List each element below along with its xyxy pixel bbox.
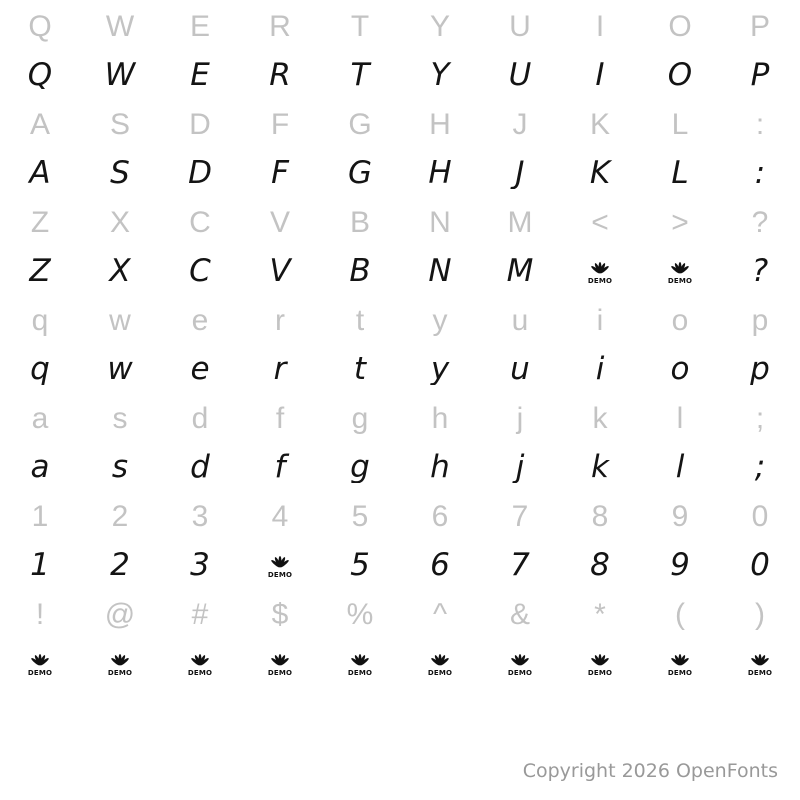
flower-demo-icon <box>347 652 373 678</box>
glyph-cell: T <box>350 60 370 91</box>
glyph-cell: H <box>428 158 452 189</box>
glyph-cell: w <box>109 305 131 336</box>
glyph-cell: 3 <box>191 501 209 532</box>
flower-demo-icon <box>27 652 53 678</box>
glyph-cell: D <box>188 158 212 189</box>
glyph-cell: < <box>591 207 609 238</box>
glyph-row-sample <box>0 149 800 198</box>
missing-glyph-icon <box>320 648 400 679</box>
glyph-cell: O <box>667 60 693 91</box>
missing-glyph-icon <box>0 648 80 679</box>
glyph-cell: W <box>105 11 135 42</box>
demo-watermark-label: DEMO <box>347 668 373 677</box>
flower-demo-icon <box>507 652 533 678</box>
glyph-cell: R <box>269 60 291 91</box>
glyph-cell: p <box>750 354 770 385</box>
glyph-cell: K <box>589 158 611 189</box>
glyph-cell: u <box>511 305 529 336</box>
glyph-cell: 1 <box>30 550 50 581</box>
missing-glyph-icon <box>720 648 800 679</box>
glyph-cell: l <box>675 452 685 483</box>
glyph-row-sample <box>0 639 800 688</box>
glyph-cell: y <box>430 354 450 385</box>
glyph-cell: N <box>429 207 451 238</box>
glyph-cell: 7 <box>510 550 530 581</box>
flower-demo-icon <box>187 652 213 678</box>
glyph-row-reference <box>0 492 800 541</box>
footer <box>0 760 800 800</box>
demo-watermark-label: DEMO <box>507 668 533 677</box>
flower-demo-icon <box>267 554 293 580</box>
glyph-cell: Y <box>429 11 450 42</box>
glyph-row-reference <box>0 590 800 639</box>
missing-glyph-icon <box>240 550 320 581</box>
glyph-cell: ; <box>754 452 766 483</box>
demo-watermark-label: DEMO <box>667 276 693 285</box>
glyph-cell: K <box>589 109 610 140</box>
demo-watermark-label: DEMO <box>267 570 293 579</box>
glyph-cell: L <box>671 158 689 189</box>
glyph-cell: k <box>591 452 609 483</box>
glyph-cell: f <box>275 403 285 434</box>
glyph-cell: W <box>104 60 136 91</box>
glyph-cell: 6 <box>431 501 449 532</box>
missing-glyph-icon <box>560 648 640 679</box>
flower-petals <box>189 652 211 665</box>
glyph-row-reference <box>0 2 800 51</box>
demo-watermark-label: DEMO <box>27 668 53 677</box>
flower-demo-icon <box>587 260 613 286</box>
glyph-cell: H <box>429 109 451 140</box>
glyph-cell: % <box>346 599 374 630</box>
glyph-cell: : <box>754 158 766 189</box>
glyph-cell: ? <box>751 207 769 238</box>
glyph-cell: e <box>190 354 210 385</box>
copyright-text: Copyright 2026 OpenFonts <box>522 760 778 782</box>
glyph-row-sample <box>0 443 800 492</box>
glyph-cell: C <box>189 256 211 287</box>
glyph-cell: V <box>269 207 290 238</box>
glyph-cell: Q <box>28 11 52 42</box>
glyph-cell: ? <box>751 256 769 287</box>
glyph-cell: ) <box>755 599 765 630</box>
flower-demo-icon <box>107 652 133 678</box>
glyph-cell: 1 <box>31 501 49 532</box>
glyph-cell: i <box>595 354 605 385</box>
glyph-cell: d <box>191 403 209 434</box>
glyph-cell: X <box>109 207 130 238</box>
glyph-cell: I <box>595 60 605 91</box>
glyph-cell: 2 <box>111 501 129 532</box>
glyph-cell: k <box>592 403 608 434</box>
glyph-cell: f <box>274 452 286 483</box>
glyph-cell: o <box>671 305 689 336</box>
glyph-row-sample <box>0 345 800 394</box>
glyph-cell: G <box>347 158 373 189</box>
glyph-cell: V <box>269 256 291 287</box>
glyph-cell: Q <box>27 60 53 91</box>
demo-watermark-label: DEMO <box>587 668 613 677</box>
glyph-cell: 0 <box>751 501 769 532</box>
glyph-cell: 9 <box>670 550 690 581</box>
glyph-cell: I <box>595 11 605 42</box>
glyph-cell: E <box>190 60 210 91</box>
flower-petals <box>589 260 611 273</box>
glyph-cell: J <box>512 109 528 140</box>
glyph-cell: P <box>750 60 770 91</box>
flower-petals <box>109 652 131 665</box>
flower-petals <box>669 260 691 273</box>
glyph-cell: r <box>275 305 285 336</box>
glyph-cell: j <box>516 403 524 434</box>
glyph-cell: o <box>670 354 690 385</box>
glyph-cell: O <box>668 11 692 42</box>
glyph-cell: e <box>191 305 209 336</box>
glyph-cell: a <box>31 403 49 434</box>
glyph-cell: U <box>508 60 532 91</box>
flower-demo-icon <box>667 652 693 678</box>
glyph-cell: a <box>30 452 50 483</box>
missing-glyph-icon <box>640 648 720 679</box>
glyph-cell: s <box>112 403 128 434</box>
flower-demo-icon <box>267 652 293 678</box>
glyph-cell: p <box>751 305 769 336</box>
glyph-cell: 7 <box>511 501 529 532</box>
glyph-cell: S <box>110 158 130 189</box>
demo-watermark-label: DEMO <box>667 668 693 677</box>
flower-demo-icon <box>747 652 773 678</box>
demo-watermark-label: DEMO <box>187 668 213 677</box>
demo-watermark-label: DEMO <box>107 668 133 677</box>
glyph-cell: A <box>29 109 50 140</box>
glyph-cell: u <box>510 354 530 385</box>
missing-glyph-icon <box>480 648 560 679</box>
missing-glyph-icon <box>560 256 640 287</box>
glyph-row-reference <box>0 296 800 345</box>
glyph-cell: 2 <box>110 550 130 581</box>
glyph-cell: & <box>509 599 530 630</box>
glyph-cell: M <box>506 256 534 287</box>
glyph-cell: q <box>30 354 50 385</box>
glyph-cell: N <box>428 256 452 287</box>
glyph-cell: y <box>432 305 448 336</box>
demo-watermark-label: DEMO <box>587 276 613 285</box>
flower-demo-icon <box>667 260 693 286</box>
glyph-cell: i <box>596 305 604 336</box>
glyph-cell: w <box>107 354 133 385</box>
glyph-cell: g <box>351 403 369 434</box>
glyph-cell: ; <box>755 403 765 434</box>
glyph-cell: $ <box>271 599 289 630</box>
missing-glyph-icon <box>640 256 720 287</box>
glyph-cell: Z <box>29 256 51 287</box>
glyph-cell: X <box>109 256 131 287</box>
glyph-cell: * <box>594 599 606 630</box>
glyph-cell: T <box>350 11 370 42</box>
glyph-cell: 8 <box>591 501 609 532</box>
glyph-cell: r <box>273 354 287 385</box>
glyph-cell: h <box>431 403 449 434</box>
missing-glyph-icon <box>80 648 160 679</box>
glyph-cell: t <box>353 354 367 385</box>
glyph-cell: F <box>270 109 290 140</box>
glyph-cell: J <box>515 158 525 189</box>
glyph-cell: R <box>269 11 291 42</box>
glyph-cell: S <box>109 109 130 140</box>
glyph-cell: : <box>755 109 765 140</box>
flower-petals <box>429 652 451 665</box>
glyph-cell: g <box>350 452 370 483</box>
flower-petals <box>269 652 291 665</box>
glyph-cell: D <box>189 109 211 140</box>
glyph-row-reference <box>0 198 800 247</box>
glyph-cell: ! <box>35 599 45 630</box>
glyph-cell: s <box>111 452 129 483</box>
glyph-cell: l <box>676 403 684 434</box>
glyph-cell: # <box>191 599 209 630</box>
glyph-cell: h <box>430 452 450 483</box>
flower-petals <box>589 652 611 665</box>
missing-glyph-icon <box>160 648 240 679</box>
glyph-cell: @ <box>104 599 136 630</box>
glyph-cell: B <box>349 207 370 238</box>
glyph-cell: 4 <box>271 501 289 532</box>
missing-glyph-icon <box>240 648 320 679</box>
glyph-row-sample <box>0 541 800 590</box>
glyph-cell: ( <box>675 599 685 630</box>
flower-demo-icon <box>427 652 453 678</box>
demo-watermark-label: DEMO <box>267 668 293 677</box>
glyph-cell: F <box>271 158 289 189</box>
glyph-cell: B <box>349 256 371 287</box>
glyph-cell: P <box>749 11 770 42</box>
glyph-cell: d <box>190 452 210 483</box>
flower-petals <box>29 652 51 665</box>
glyph-cell: q <box>31 305 49 336</box>
glyph-cell: M <box>507 207 533 238</box>
glyph-row-reference <box>0 100 800 149</box>
glyph-cell: ^ <box>432 599 448 630</box>
glyph-cell: j <box>515 452 525 483</box>
missing-glyph-icon <box>400 648 480 679</box>
glyph-cell: 0 <box>750 550 770 581</box>
glyph-cell: 5 <box>350 550 370 581</box>
flower-petals <box>749 652 771 665</box>
glyph-cell: 5 <box>351 501 369 532</box>
glyph-cell: Y <box>430 60 450 91</box>
demo-watermark-label: DEMO <box>427 668 453 677</box>
glyph-cell: L <box>671 109 689 140</box>
flower-demo-icon <box>587 652 613 678</box>
demo-watermark-label: DEMO <box>747 668 773 677</box>
glyph-cell: A <box>29 158 51 189</box>
glyph-cell: U <box>509 11 531 42</box>
glyph-cell: G <box>348 109 372 140</box>
glyph-row-sample <box>0 247 800 296</box>
glyph-cell: t <box>355 305 365 336</box>
flower-petals <box>269 554 291 567</box>
glyph-cell: 8 <box>590 550 610 581</box>
glyph-row-sample <box>0 51 800 100</box>
glyph-row-reference <box>0 394 800 443</box>
glyph-cell: > <box>671 207 689 238</box>
flower-petals <box>669 652 691 665</box>
flower-petals <box>509 652 531 665</box>
glyph-cell: 9 <box>671 501 689 532</box>
flower-petals <box>349 652 371 665</box>
glyph-cell: C <box>189 207 211 238</box>
glyph-cell: 3 <box>190 550 210 581</box>
glyph-cell: 6 <box>430 550 450 581</box>
glyph-cell: E <box>189 11 210 42</box>
glyph-cell: Z <box>30 207 50 238</box>
